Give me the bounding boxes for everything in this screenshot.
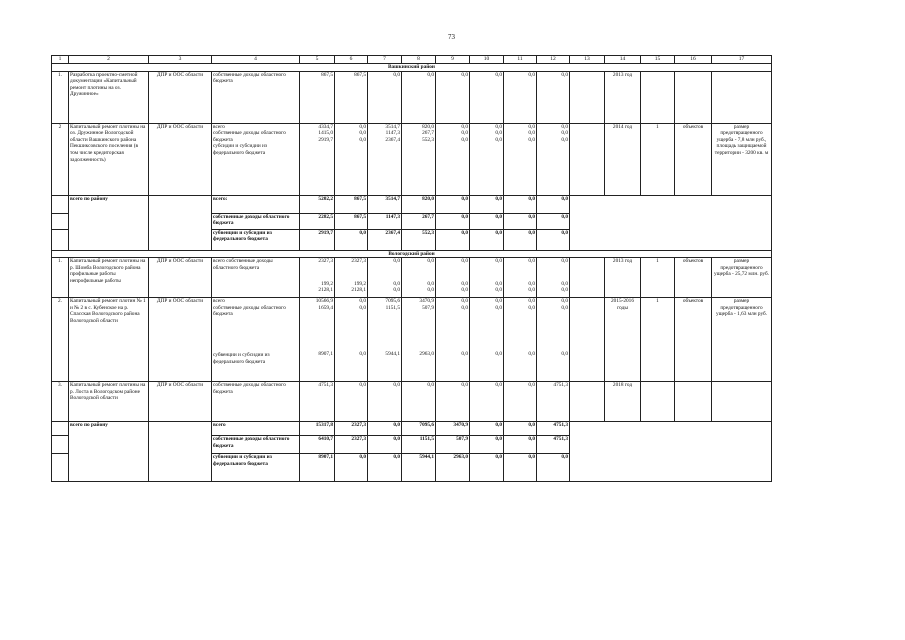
col-header: 5 — [300, 56, 335, 64]
amount-cell: 0,0 — [368, 71, 402, 123]
amount-cell: 1147,3 — [385, 130, 400, 137]
amount-cell: 0,0 — [470, 382, 504, 422]
amount-group — [470, 258, 504, 298]
table-row — [52, 195, 772, 213]
amount-cell: 5944,1 — [402, 454, 436, 482]
table-row — [52, 422, 772, 436]
col-header: 14 — [605, 56, 641, 64]
amount-group — [402, 123, 436, 195]
amount-cell: 0,0 — [504, 229, 537, 250]
amount-cell: 0,0 — [470, 436, 504, 454]
amount-cell: 3514,7 — [385, 123, 400, 130]
amount-group — [436, 258, 470, 298]
amount-cell: 0,0 — [436, 229, 470, 250]
amount-cell: 0,0 — [504, 382, 537, 422]
amount-cell: 0,0 — [537, 454, 570, 482]
quantity-cell: 1 — [641, 298, 675, 382]
col-header: 3 — [149, 56, 212, 64]
quantity-cell: 1 — [641, 258, 675, 298]
row-number: 2 — [52, 123, 69, 195]
executor: ДПР и ООС области — [149, 123, 212, 195]
amount-cell: 0,0 — [461, 123, 468, 130]
amount-cell: 0,0 — [393, 280, 400, 287]
amount-cell: 0,0 — [561, 298, 568, 305]
amount-cell: 820,0 — [422, 123, 434, 130]
funding-source: субвенции и субсидии из федерального бюджета — [213, 352, 270, 365]
amount-cell: 0,0 — [495, 298, 502, 305]
amount-cell: 2327,3 — [318, 258, 333, 265]
unit-cell: объектов — [675, 258, 712, 298]
amount-cell: 0,0 — [537, 229, 570, 250]
amount-cell: 5202,2 — [300, 195, 335, 213]
amount-cell: 10566,9 — [315, 298, 333, 305]
amount-cell: 0,0 — [359, 304, 366, 311]
amount-group — [335, 258, 368, 298]
amount-cell: 0,0 — [393, 258, 400, 265]
executor: ДПР и ООС области — [149, 258, 212, 298]
col-header: 17 — [712, 56, 772, 64]
amount-cell: 5944,1 — [385, 351, 400, 358]
empty-cell — [641, 382, 675, 422]
amount-cell: 0,0 — [368, 436, 402, 454]
amount-cell: 0,0 — [495, 351, 502, 358]
amount-cell: 0,0 — [561, 351, 568, 358]
amount-cell: 0,0 — [402, 71, 436, 123]
col-header: 4 — [212, 56, 300, 64]
amount-cell: 0,0 — [359, 351, 366, 358]
total-label: всего по району — [69, 422, 149, 482]
amount-cell: 552,3 — [402, 229, 436, 250]
amount-group — [402, 298, 436, 382]
amount-group — [300, 298, 335, 382]
amount-cell: 2963,0 — [419, 351, 434, 358]
funding-source: собственные доходы областного бюджета — [212, 213, 300, 229]
amount-cell: 0,0 — [561, 258, 568, 265]
amount-cell: 0,0 — [495, 304, 502, 311]
empty-cell — [570, 298, 605, 382]
table-row — [52, 71, 772, 123]
funding-source: субсидии и субсидии из федерального бюджета — [213, 143, 267, 157]
funding-source: всего — [213, 123, 225, 130]
amount-cell: 4751,3 — [537, 382, 570, 422]
amount-cell: 8907,1 — [300, 454, 335, 482]
amount-group — [504, 258, 537, 298]
amount-cell: 2367,4 — [385, 136, 400, 143]
amount-cell: 1147,3 — [368, 213, 402, 229]
amount-cell: 0,0 — [504, 71, 537, 123]
empty-cell — [52, 213, 69, 229]
amount-cell: 0,0 — [528, 351, 535, 358]
amount-group — [436, 123, 470, 195]
amount-cell: 0,0 — [561, 136, 568, 143]
table-row — [52, 258, 772, 298]
amount-cell: 0,0 — [537, 213, 570, 229]
funding-source: собственные доходы областного бюджета — [212, 382, 300, 422]
col-header: 7 — [368, 56, 402, 64]
amount-cell: 867,5 — [335, 195, 368, 213]
amount-cell: 7095,6 — [402, 422, 436, 436]
funding-source: всего — [212, 422, 300, 436]
amount-group — [335, 123, 368, 195]
amount-cell: 0,0 — [495, 280, 502, 287]
amount-cell: 0,0 — [495, 130, 502, 137]
executor: ДПР и ООС области — [149, 382, 212, 422]
amount-group — [537, 298, 570, 382]
row-number: 2. — [52, 298, 69, 382]
amount-cell: 0,0 — [461, 287, 468, 294]
col-header: 2 — [69, 56, 149, 64]
amount-cell: 0,0 — [461, 304, 468, 311]
amount-cell: 0,0 — [504, 436, 537, 454]
amount-cell: 0,0 — [528, 258, 535, 265]
amount-cell: 0,0 — [368, 454, 402, 482]
amount-cell: 1151,5 — [385, 304, 400, 311]
amount-cell: 2327,3 — [335, 436, 368, 454]
district-row — [52, 64, 772, 72]
page-number: 73 — [448, 33, 455, 41]
period-cell: 2013 год — [605, 258, 641, 298]
table-row — [52, 382, 772, 422]
empty-cell — [570, 123, 605, 195]
funding-source: субвенции и субсидии из федерального бюджета — [212, 229, 300, 250]
funding-source-group — [212, 123, 300, 195]
amount-cell: 2128,1 — [351, 287, 366, 294]
amount-group — [300, 258, 335, 298]
row-number: 3. — [52, 382, 69, 422]
measure-name: Капитальный ремонт плотин № 1 и № 2 в с. Кубенское на р. Спасская Вологодского района Вологодской области — [69, 298, 149, 382]
empty-cell — [712, 382, 772, 422]
amount-cell: 2282,5 — [300, 213, 335, 229]
empty-cell — [52, 195, 69, 213]
table-row — [52, 123, 772, 195]
amount-cell: 0,0 — [504, 213, 537, 229]
amount-cell: 4751,3 — [537, 436, 570, 454]
amount-cell: 820,0 — [402, 195, 436, 213]
empty-cell — [149, 422, 212, 482]
amount-cell: 0,0 — [504, 422, 537, 436]
result-cell: размер предотвращенного ущерба - 1,63 млн руб. — [712, 298, 772, 382]
amount-cell: 0,0 — [528, 287, 535, 294]
amount-cell: 4751,3 — [300, 382, 335, 422]
amount-cell: 0,0 — [402, 382, 436, 422]
measure-name-group — [69, 258, 149, 298]
amount-group — [470, 298, 504, 382]
amount-cell: 0,0 — [528, 280, 535, 287]
amount-cell: 0,0 — [335, 229, 368, 250]
amount-cell: 2919,7 — [300, 229, 335, 250]
amount-cell: 867,5 — [335, 213, 368, 229]
amount-cell: 0,0 — [561, 287, 568, 294]
district-row — [52, 250, 772, 258]
amount-cell: 0,0 — [528, 136, 535, 143]
executor: ДПР и ООС области — [149, 71, 212, 123]
program-table — [51, 55, 772, 482]
empty-cell — [570, 71, 605, 123]
amount-cell: 0,0 — [461, 298, 468, 305]
amount-cell: 7095,6 — [385, 298, 400, 305]
amount-cell: 3514,7 — [368, 195, 402, 213]
empty-cell — [675, 71, 712, 123]
amount-cell: 267,7 — [422, 130, 434, 137]
amount-cell: 867,5 — [335, 71, 368, 123]
amount-cell: 4751,3 — [537, 422, 570, 436]
amount-group — [436, 298, 470, 382]
funding-source: собственные доходы областного бюджета — [212, 71, 300, 123]
amount-cell: 507,9 — [422, 304, 434, 311]
amount-cell: 0,0 — [393, 287, 400, 294]
empty-cell — [675, 382, 712, 422]
col-header: 15 — [641, 56, 675, 64]
amount-cell: 2128,1 — [318, 287, 333, 294]
col-header: 9 — [436, 56, 470, 64]
result-cell: размер предотвращенного ущерба - 25,72 млн. руб. — [712, 258, 772, 298]
measure-subname: непрофильные работы — [70, 278, 121, 285]
amount-cell: 3470,9 — [419, 298, 434, 305]
amount-group — [470, 123, 504, 195]
executor: ДПР и ООС области — [149, 298, 212, 382]
period-cell: 2013 год — [605, 71, 641, 123]
empty-cell — [52, 454, 69, 482]
amount-cell: 0,0 — [537, 195, 570, 213]
unit-cell: объектов — [675, 298, 712, 382]
period-cell: 2014 год — [605, 123, 641, 195]
amount-group — [300, 123, 335, 195]
amount-cell: 0,0 — [461, 136, 468, 143]
amount-cell: 0,0 — [561, 280, 568, 287]
district-title: Вологодский район — [52, 250, 772, 258]
col-header: 12 — [537, 56, 570, 64]
amount-group — [368, 298, 402, 382]
amount-cell: 15317,8 — [300, 422, 335, 436]
amount-cell: 0,0 — [436, 195, 470, 213]
empty-cell — [641, 71, 675, 123]
amount-cell: 0,0 — [495, 258, 502, 265]
amount-group — [504, 298, 537, 382]
amount-cell: 0,0 — [470, 213, 504, 229]
amount-cell: 0,0 — [561, 123, 568, 130]
amount-cell: 2327,3 — [351, 258, 366, 265]
amount-cell: 0,0 — [495, 136, 502, 143]
amount-cell: 0,0 — [359, 130, 366, 137]
amount-cell: 0,0 — [427, 280, 434, 287]
col-header: 8 — [402, 56, 436, 64]
funding-source: собственные доходы областного бюджета — [213, 304, 286, 318]
empty-cell — [52, 436, 69, 454]
amount-cell: 552,3 — [422, 136, 434, 143]
col-header: 1 — [52, 56, 69, 64]
funding-source-group — [212, 298, 300, 382]
col-header: 10 — [470, 56, 504, 64]
amount-cell: 867,5 — [300, 71, 335, 123]
amount-cell: 0,0 — [504, 195, 537, 213]
empty-cell — [570, 195, 772, 250]
amount-cell: 2327,3 — [335, 422, 368, 436]
period-cell: 2015-2016 годы — [605, 298, 641, 382]
funding-source: всего: — [212, 195, 300, 213]
amount-cell: 0,0 — [504, 454, 537, 482]
amount-group — [504, 123, 537, 195]
amount-cell: 0,0 — [528, 304, 535, 311]
empty-cell — [570, 382, 605, 422]
amount-cell: 0,0 — [368, 382, 402, 422]
amount-cell: 0,0 — [470, 422, 504, 436]
funding-source: всего собственные доходы областного бюджета — [212, 258, 300, 298]
measure-name: Капитальный ремонт плотины на р. Лоста в Вологодском районе Вологодской области — [69, 382, 149, 422]
measure-name: Капитальный ремонт плотины на оз. Дружинное Вологодской области Вашкинского района Пекшиксовского поселения (в том числе кредиторская задолженность) — [69, 123, 149, 195]
quantity-cell: 1 — [641, 123, 675, 195]
amount-cell: 1415,0 — [318, 130, 333, 137]
amount-cell: 0,0 — [461, 130, 468, 137]
amount-cell: 0,0 — [495, 287, 502, 294]
amount-cell: 507,9 — [436, 436, 470, 454]
amount-cell: 0,0 — [359, 136, 366, 143]
amount-cell: 199,2 — [321, 280, 333, 287]
measure-name: Капитальный ремонт плотины на р. Шомба Вологодского района — [70, 258, 146, 271]
amount-cell: 0,0 — [561, 130, 568, 137]
table-row — [52, 298, 772, 382]
amount-group — [368, 123, 402, 195]
empty-cell — [570, 422, 772, 482]
empty-cell — [570, 258, 605, 298]
col-header: 6 — [335, 56, 368, 64]
amount-group — [537, 123, 570, 195]
amount-cell: 0,0 — [461, 280, 468, 287]
amount-cell: 0,0 — [461, 351, 468, 358]
row-number: 1. — [52, 258, 69, 298]
col-header: 11 — [504, 56, 537, 64]
funding-source: субвенции и субсидии из федерального бюджета — [212, 454, 300, 482]
period-cell: 2018 год — [605, 382, 641, 422]
empty-cell — [52, 422, 69, 436]
amount-cell: 0,0 — [368, 422, 402, 436]
amount-cell: 0,0 — [436, 382, 470, 422]
col-header: 16 — [675, 56, 712, 64]
amount-cell: 0,0 — [436, 213, 470, 229]
unit-cell: объектов — [675, 123, 712, 195]
amount-cell: 2919,7 — [318, 136, 333, 143]
funding-source: всего — [213, 298, 225, 305]
measure-subname: профильные работы — [70, 271, 116, 278]
amount-cell: 0,0 — [528, 298, 535, 305]
funding-source: собственные доходы областного бюджета — [212, 436, 300, 454]
total-label: всего по району — [69, 195, 149, 250]
amount-cell: 0,0 — [335, 382, 368, 422]
amount-cell: 0,0 — [561, 304, 568, 311]
empty-cell — [712, 71, 772, 123]
amount-cell: 0,0 — [528, 123, 535, 130]
amount-cell: 4334,7 — [318, 123, 333, 130]
amount-cell: 6410,7 — [300, 436, 335, 454]
amount-cell: 0,0 — [461, 258, 468, 265]
empty-cell — [149, 195, 212, 250]
result-cell: размер предотвращенного ущерба - 7,8 млн руб., площадь защищаемой территории - 3200 кв. м — [712, 123, 772, 195]
district-title: Вашкинский район — [52, 64, 772, 72]
header-row — [52, 56, 772, 64]
amount-group — [368, 258, 402, 298]
amount-group — [402, 258, 436, 298]
amount-cell: 0,0 — [427, 258, 434, 265]
amount-cell: 0,0 — [537, 71, 570, 123]
amount-cell: 267,7 — [402, 213, 436, 229]
amount-cell: 0,0 — [335, 454, 368, 482]
amount-cell: 3470,9 — [436, 422, 470, 436]
amount-group — [537, 258, 570, 298]
amount-cell: 199,2 — [354, 280, 366, 287]
amount-cell: 0,0 — [359, 298, 366, 305]
amount-cell: 1659,4 — [318, 304, 333, 311]
amount-cell: 0,0 — [470, 71, 504, 123]
row-number: 1. — [52, 71, 69, 123]
amount-cell: 1151,5 — [402, 436, 436, 454]
amount-cell: 0,0 — [436, 71, 470, 123]
amount-cell: 0,0 — [528, 130, 535, 137]
amount-cell: 0,0 — [495, 123, 502, 130]
amount-group — [335, 298, 368, 382]
amount-cell: 0,0 — [470, 229, 504, 250]
amount-cell: 2963,0 — [436, 454, 470, 482]
amount-cell: 0,0 — [359, 123, 366, 130]
amount-cell: 0,0 — [427, 287, 434, 294]
empty-cell — [52, 229, 69, 250]
col-header: 13 — [570, 56, 605, 64]
amount-cell: 8907,1 — [318, 351, 333, 358]
amount-cell: 2367,4 — [368, 229, 402, 250]
amount-cell: 0,0 — [470, 195, 504, 213]
amount-cell: 0,0 — [470, 454, 504, 482]
funding-source: собственные доходы областного бюджета — [213, 130, 286, 143]
measure-name: Разработка проектно-сметной документации «Капитальный ремонт плотины на оз. Дружинное» — [69, 71, 149, 123]
